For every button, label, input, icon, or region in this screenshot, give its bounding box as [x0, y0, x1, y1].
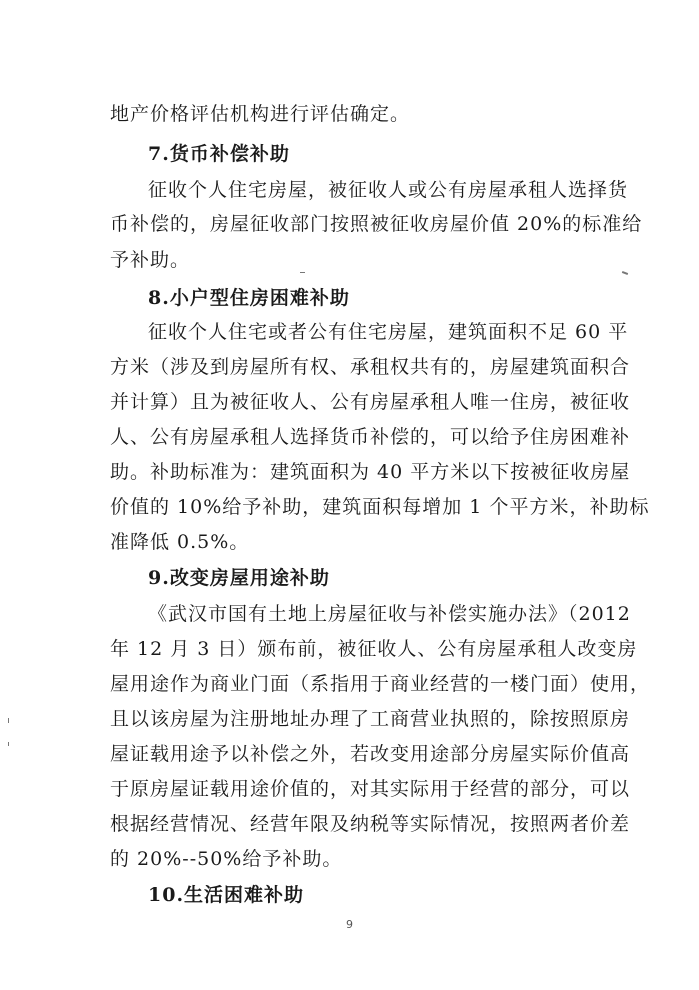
text-line: 人、公有房屋承租人选择货币补偿的，可以给予住房困难补 [110, 426, 631, 448]
scan-speck [8, 718, 9, 723]
text-line: 《武汉市国有土地上房屋征收与补偿实施办法》（2012 [148, 603, 631, 625]
text-line: 方米（涉及到房屋所有权、承租权共有的，房屋建筑面积合 [110, 356, 631, 378]
scan-speck [622, 271, 628, 275]
section-heading-7: 7.货币补偿补助 [148, 143, 290, 165]
text-line: 币补偿的，房屋征收部门按照被征收房屋价值 20%的标准给 [110, 213, 643, 235]
scan-speck [8, 742, 9, 746]
text-line: 屋用途作为商业门面（系指用于商业经营的一楼门面）使用， [110, 673, 651, 695]
text-line: 根据经营情况、经营年限及纳税等实际情况，按照两者价差 [110, 813, 631, 835]
text-line: 地产价格评估机构进行评估确定。 [110, 103, 411, 125]
text-line: 的 20%--50%给予补助。 [110, 848, 343, 870]
page-number: 9 [346, 918, 353, 931]
text-line: 助。补助标准为：建筑面积为 40 平方米以下按被征收房屋 [110, 461, 631, 483]
text-line: 并计算）且为被征收人、公有房屋承租人唯一住房，被征收 [110, 391, 631, 413]
section-heading-8: 8.小户型住房困难补助 [148, 287, 350, 309]
text-line: 屋证载用途予以补偿之外，若改变用途部分房屋实际价值高 [110, 743, 631, 765]
text-line: 于原房屋证载用途价值的，对其实际用于经营的部分，可以 [110, 778, 631, 800]
text-line: 准降低 0.5%。 [110, 531, 250, 553]
text-line: 且以该房屋为注册地址办理了工商营业执照的，除按照原房 [110, 708, 631, 730]
scan-speck [300, 272, 305, 273]
text-line: 予补助。 [110, 249, 191, 271]
text-line: 征收个人住宅房屋，被征收人或公有房屋承租人选择货 [148, 179, 629, 201]
section-heading-10: 10.生活困难补助 [148, 884, 305, 906]
text-line: 征收个人住宅或者公有住宅房屋，建筑面积不足 60 平 [148, 321, 629, 343]
text-line: 年 12 月 3 日）颁布前，被征收人、公有房屋承租人改变房 [110, 638, 638, 660]
text-line: 价值的 10%给予补助，建筑面积每增加 1 个平方米，补助标 [110, 496, 650, 518]
section-heading-9: 9.改变房屋用途补助 [148, 567, 330, 589]
